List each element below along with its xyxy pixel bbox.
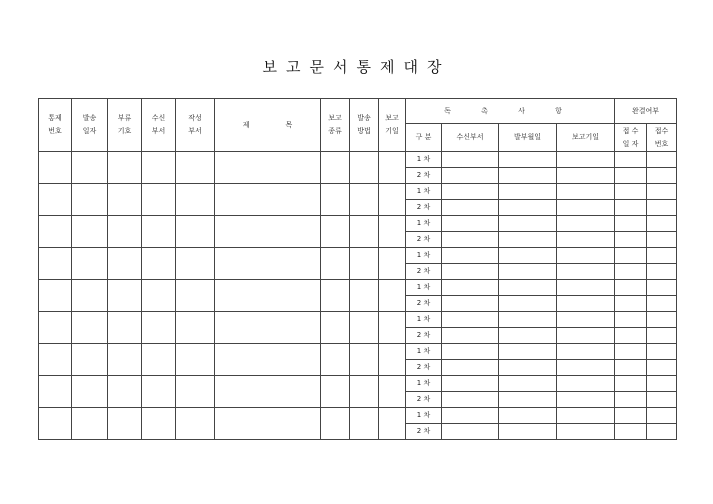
reminder-cell[interactable] bbox=[557, 280, 615, 296]
entry-cell[interactable] bbox=[215, 408, 321, 440]
reminder-cell[interactable] bbox=[647, 184, 677, 200]
entry-cell[interactable] bbox=[108, 344, 142, 376]
reminder-cell[interactable] bbox=[647, 216, 677, 232]
reminder-cell[interactable] bbox=[499, 344, 557, 360]
reminder-cell[interactable] bbox=[442, 408, 499, 424]
entry-cell[interactable] bbox=[72, 376, 108, 408]
reminder-cell[interactable] bbox=[615, 232, 647, 248]
entry-cell[interactable] bbox=[72, 280, 108, 312]
entry-cell[interactable] bbox=[321, 376, 350, 408]
reminder-cell[interactable] bbox=[442, 216, 499, 232]
round-label: 1 차 bbox=[406, 184, 442, 200]
reminder-cell[interactable] bbox=[647, 296, 677, 312]
reminder-cell[interactable] bbox=[499, 184, 557, 200]
reminder-cell[interactable] bbox=[442, 200, 499, 216]
reminder-cell[interactable] bbox=[557, 216, 615, 232]
entry-cell[interactable] bbox=[350, 344, 379, 376]
reminder-cell[interactable] bbox=[647, 312, 677, 328]
reminder-cell[interactable] bbox=[615, 328, 647, 344]
reminder-cell[interactable] bbox=[442, 184, 499, 200]
reminder-cell[interactable] bbox=[499, 392, 557, 408]
reminder-cell[interactable] bbox=[499, 216, 557, 232]
header-issue-date: 발부월일 bbox=[499, 124, 557, 152]
reminder-cell[interactable] bbox=[647, 408, 677, 424]
entry-cell[interactable] bbox=[350, 152, 379, 184]
round-label: 2 차 bbox=[406, 424, 442, 440]
reminder-cell[interactable] bbox=[557, 344, 615, 360]
round-label: 2 차 bbox=[406, 360, 442, 376]
reminder-cell[interactable] bbox=[557, 408, 615, 424]
reminder-cell[interactable] bbox=[499, 280, 557, 296]
entry-cell[interactable] bbox=[72, 344, 108, 376]
round-label: 1 차 bbox=[406, 152, 442, 168]
reminder-cell[interactable] bbox=[615, 152, 647, 168]
header-receipt-no: 접수 번호 bbox=[647, 124, 677, 152]
ledger-row bbox=[39, 344, 677, 360]
entry-cell[interactable] bbox=[379, 408, 406, 440]
header-send-date: 발송 일자 bbox=[72, 99, 108, 152]
entry-cell[interactable] bbox=[321, 184, 350, 216]
reminder-cell[interactable] bbox=[499, 312, 557, 328]
round-label: 2 차 bbox=[406, 200, 442, 216]
entry-cell[interactable] bbox=[72, 312, 108, 344]
reminder-cell[interactable] bbox=[615, 216, 647, 232]
reminder-cell[interactable] bbox=[499, 296, 557, 312]
reminder-cell[interactable] bbox=[557, 296, 615, 312]
reminder-cell[interactable] bbox=[647, 200, 677, 216]
round-label: 1 차 bbox=[406, 344, 442, 360]
control-ledger-table bbox=[38, 98, 677, 440]
entry-cell[interactable] bbox=[72, 184, 108, 216]
entry-cell[interactable] bbox=[108, 152, 142, 184]
reminder-cell[interactable] bbox=[615, 392, 647, 408]
entry-cell[interactable] bbox=[108, 376, 142, 408]
entry-cell[interactable] bbox=[142, 184, 176, 216]
round-label: 2 차 bbox=[406, 296, 442, 312]
reminder-cell[interactable] bbox=[442, 248, 499, 264]
entry-cell[interactable] bbox=[39, 344, 72, 376]
reminder-cell[interactable] bbox=[557, 392, 615, 408]
ledger-row bbox=[39, 184, 677, 200]
reminder-cell[interactable] bbox=[647, 392, 677, 408]
reminder-cell[interactable] bbox=[615, 296, 647, 312]
entry-cell[interactable] bbox=[176, 184, 215, 216]
reminder-cell[interactable] bbox=[557, 232, 615, 248]
entry-cell[interactable] bbox=[142, 152, 176, 184]
entry-cell[interactable] bbox=[350, 216, 379, 248]
reminder-cell[interactable] bbox=[499, 232, 557, 248]
entry-cell[interactable] bbox=[176, 248, 215, 280]
reminder-cell[interactable] bbox=[647, 168, 677, 184]
entry-cell[interactable] bbox=[379, 184, 406, 216]
entry-cell[interactable] bbox=[379, 376, 406, 408]
reminder-cell[interactable] bbox=[615, 360, 647, 376]
ledger-row bbox=[39, 408, 677, 424]
header-report-type: 보고 종류 bbox=[321, 99, 350, 152]
reminder-cell[interactable] bbox=[647, 232, 677, 248]
reminder-cell[interactable] bbox=[557, 184, 615, 200]
entry-cell[interactable] bbox=[176, 376, 215, 408]
round-label: 2 차 bbox=[406, 264, 442, 280]
entry-cell[interactable] bbox=[39, 184, 72, 216]
entry-cell[interactable] bbox=[142, 280, 176, 312]
entry-cell[interactable] bbox=[108, 280, 142, 312]
entry-cell[interactable] bbox=[39, 216, 72, 248]
header-send-method: 발송 방법 bbox=[350, 99, 379, 152]
reminder-cell[interactable] bbox=[442, 344, 499, 360]
entry-cell[interactable] bbox=[176, 152, 215, 184]
reminder-cell[interactable] bbox=[647, 360, 677, 376]
header-subject: 제 목 bbox=[215, 99, 321, 152]
entry-cell[interactable] bbox=[176, 312, 215, 344]
reminder-cell[interactable] bbox=[499, 200, 557, 216]
entry-cell[interactable] bbox=[39, 152, 72, 184]
entry-cell[interactable] bbox=[215, 152, 321, 184]
entry-cell[interactable] bbox=[379, 248, 406, 280]
entry-cell[interactable] bbox=[142, 312, 176, 344]
round-label: 2 차 bbox=[406, 328, 442, 344]
reminder-cell[interactable] bbox=[442, 296, 499, 312]
reminder-cell[interactable] bbox=[442, 232, 499, 248]
reminder-cell[interactable] bbox=[499, 328, 557, 344]
entry-cell[interactable] bbox=[379, 312, 406, 344]
entry-cell[interactable] bbox=[142, 216, 176, 248]
round-label: 2 차 bbox=[406, 232, 442, 248]
entry-cell[interactable] bbox=[321, 152, 350, 184]
ledger-row bbox=[39, 280, 677, 296]
entry-cell[interactable] bbox=[321, 248, 350, 280]
reminder-cell[interactable] bbox=[499, 152, 557, 168]
reminder-cell[interactable] bbox=[442, 168, 499, 184]
entry-cell[interactable] bbox=[108, 408, 142, 440]
entry-cell[interactable] bbox=[142, 408, 176, 440]
reminder-cell[interactable] bbox=[647, 344, 677, 360]
ledger-row bbox=[39, 312, 677, 328]
entry-cell[interactable] bbox=[108, 216, 142, 248]
reminder-cell[interactable] bbox=[442, 312, 499, 328]
entry-cell[interactable] bbox=[72, 152, 108, 184]
ledger-row bbox=[39, 216, 677, 232]
reminder-cell[interactable] bbox=[647, 424, 677, 440]
reminder-cell[interactable] bbox=[442, 280, 499, 296]
entry-cell[interactable] bbox=[142, 344, 176, 376]
entry-cell[interactable] bbox=[379, 280, 406, 312]
reminder-cell[interactable] bbox=[557, 264, 615, 280]
ledger-row bbox=[39, 376, 677, 392]
header-report-deadline: 보고 기일 bbox=[379, 99, 406, 152]
reminder-cell[interactable] bbox=[615, 312, 647, 328]
entry-cell[interactable] bbox=[379, 152, 406, 184]
round-label: 2 차 bbox=[406, 392, 442, 408]
ledger-row bbox=[39, 152, 677, 168]
header-reminder-deadline: 보고기일 bbox=[557, 124, 615, 152]
entry-cell[interactable] bbox=[108, 312, 142, 344]
entry-cell[interactable] bbox=[39, 248, 72, 280]
reminder-cell[interactable] bbox=[615, 248, 647, 264]
entry-cell[interactable] bbox=[215, 280, 321, 312]
entry-cell[interactable] bbox=[350, 312, 379, 344]
entry-cell[interactable] bbox=[39, 376, 72, 408]
reminder-cell[interactable] bbox=[442, 376, 499, 392]
entry-cell[interactable] bbox=[215, 248, 321, 280]
entry-cell[interactable] bbox=[72, 408, 108, 440]
reminder-cell[interactable] bbox=[615, 376, 647, 392]
reminder-cell[interactable] bbox=[499, 424, 557, 440]
header-reminder: 독 촉 사 항 bbox=[406, 99, 615, 124]
reminder-cell[interactable] bbox=[615, 280, 647, 296]
header-receipt-date: 접 수 일 자 bbox=[615, 124, 647, 152]
entry-cell[interactable] bbox=[108, 184, 142, 216]
reminder-cell[interactable] bbox=[557, 168, 615, 184]
header-class-no: 부류 기호 bbox=[108, 99, 142, 152]
entry-cell[interactable] bbox=[215, 344, 321, 376]
reminder-cell[interactable] bbox=[557, 152, 615, 168]
reminder-cell[interactable] bbox=[499, 376, 557, 392]
reminder-cell[interactable] bbox=[442, 424, 499, 440]
entry-cell[interactable] bbox=[72, 216, 108, 248]
entry-cell[interactable] bbox=[215, 216, 321, 248]
entry-cell[interactable] bbox=[321, 216, 350, 248]
reminder-cell[interactable] bbox=[615, 424, 647, 440]
entry-cell[interactable] bbox=[39, 408, 72, 440]
entry-cell[interactable] bbox=[215, 376, 321, 408]
entry-cell[interactable] bbox=[350, 408, 379, 440]
entry-cell[interactable] bbox=[176, 280, 215, 312]
reminder-cell[interactable] bbox=[647, 328, 677, 344]
entry-cell[interactable] bbox=[39, 312, 72, 344]
round-label: 1 차 bbox=[406, 280, 442, 296]
reminder-cell[interactable] bbox=[499, 248, 557, 264]
reminder-cell[interactable] bbox=[615, 408, 647, 424]
reminder-cell[interactable] bbox=[442, 328, 499, 344]
header-row-1 bbox=[39, 99, 677, 124]
header-control-no: 통제 번호 bbox=[39, 99, 72, 152]
reminder-cell[interactable] bbox=[615, 184, 647, 200]
reminder-cell[interactable] bbox=[615, 264, 647, 280]
reminder-cell[interactable] bbox=[499, 264, 557, 280]
entry-cell[interactable] bbox=[350, 184, 379, 216]
entry-cell[interactable] bbox=[176, 216, 215, 248]
entry-cell[interactable] bbox=[215, 184, 321, 216]
reminder-cell[interactable] bbox=[499, 168, 557, 184]
reminder-cell[interactable] bbox=[557, 312, 615, 328]
reminder-cell[interactable] bbox=[647, 264, 677, 280]
entry-cell[interactable] bbox=[108, 248, 142, 280]
reminder-cell[interactable] bbox=[557, 360, 615, 376]
round-label: 2 차 bbox=[406, 168, 442, 184]
reminder-cell[interactable] bbox=[442, 264, 499, 280]
reminder-cell[interactable] bbox=[615, 200, 647, 216]
reminder-cell[interactable] bbox=[557, 200, 615, 216]
reminder-cell[interactable] bbox=[615, 168, 647, 184]
round-label: 1 차 bbox=[406, 216, 442, 232]
header-division: 구 분 bbox=[406, 124, 442, 152]
entry-cell[interactable] bbox=[176, 344, 215, 376]
entry-cell[interactable] bbox=[215, 312, 321, 344]
entry-cell[interactable] bbox=[72, 248, 108, 280]
reminder-cell[interactable] bbox=[557, 424, 615, 440]
reminder-cell[interactable] bbox=[647, 376, 677, 392]
entry-cell[interactable] bbox=[142, 248, 176, 280]
reminder-cell[interactable] bbox=[557, 248, 615, 264]
reminder-cell[interactable] bbox=[647, 280, 677, 296]
round-label: 1 차 bbox=[406, 376, 442, 392]
reminder-cell[interactable] bbox=[557, 376, 615, 392]
entry-cell[interactable] bbox=[350, 376, 379, 408]
reminder-cell[interactable] bbox=[442, 392, 499, 408]
entry-cell[interactable] bbox=[176, 408, 215, 440]
entry-cell[interactable] bbox=[321, 280, 350, 312]
round-label: 1 차 bbox=[406, 248, 442, 264]
entry-cell[interactable] bbox=[379, 344, 406, 376]
header-reminder-recv-dept: 수신부서 bbox=[442, 124, 499, 152]
entry-cell[interactable] bbox=[350, 248, 379, 280]
entry-cell[interactable] bbox=[379, 216, 406, 248]
reminder-cell[interactable] bbox=[499, 408, 557, 424]
entry-cell[interactable] bbox=[350, 280, 379, 312]
reminder-cell[interactable] bbox=[615, 344, 647, 360]
ledger-row bbox=[39, 248, 677, 264]
reminder-cell[interactable] bbox=[499, 360, 557, 376]
round-label: 1 차 bbox=[406, 312, 442, 328]
reminder-cell[interactable] bbox=[557, 328, 615, 344]
header-completion: 완결여부 bbox=[615, 99, 677, 124]
entry-cell[interactable] bbox=[321, 312, 350, 344]
reminder-cell[interactable] bbox=[442, 360, 499, 376]
entry-cell[interactable] bbox=[39, 280, 72, 312]
reminder-cell[interactable] bbox=[647, 248, 677, 264]
header-author-dept: 작성 부서 bbox=[176, 99, 215, 152]
document-title: 보고문서통제대장 bbox=[262, 58, 451, 76]
reminder-cell[interactable] bbox=[442, 152, 499, 168]
reminder-cell[interactable] bbox=[647, 152, 677, 168]
entry-cell[interactable] bbox=[321, 408, 350, 440]
round-label: 1 차 bbox=[406, 408, 442, 424]
entry-cell[interactable] bbox=[321, 344, 350, 376]
header-recv-dept: 수신 부서 bbox=[142, 99, 176, 152]
entry-cell[interactable] bbox=[142, 376, 176, 408]
